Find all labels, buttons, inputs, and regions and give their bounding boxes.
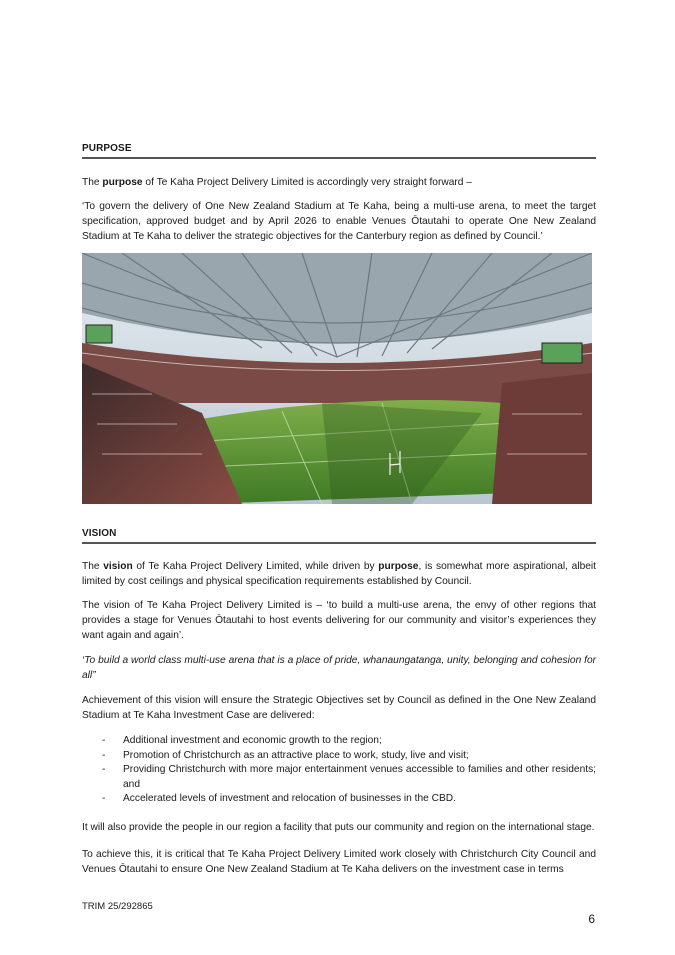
vision-paragraph-1	[82, 559, 596, 589]
list-item	[82, 763, 596, 792]
vision-heading: VISION	[82, 528, 596, 544]
vision-p1-bold-purpose: purpose	[378, 561, 419, 572]
list-item-text: Providing Christchurch with more major entertainment venues accessible to families and other residents; and	[123, 764, 596, 790]
bullet-marker: -	[102, 749, 106, 761]
vision-paragraph-4: Achievement of this vision will ensure the Strategic Objectives set by Council as defined in the One New Zealand Stadium at Te Kaha Investment Case are delivered:	[82, 695, 596, 721]
vision-p1-mid: of Te Kaha Project Delivery Limited, while driven by	[132, 561, 379, 572]
purpose-section	[82, 143, 596, 244]
vision-paragraph-5: It will also provide the people in our region a facility that puts our community and region on the international stage.	[82, 821, 595, 833]
list-item-text: Accelerated levels of investment and relocation of businesses in the CBD.	[123, 793, 456, 805]
purpose-quote: ‘To govern the delivery of One New Zealand Stadium at Te Kaha, being a multi-use arena, to meet the target specification, approved budget and by April 2026 to enable Venues Ōtautahi to operate One New Zealand Stadium at Te Kaha to deliver the strategic objectives for the Canterbury region as defined by Council.’	[82, 201, 596, 242]
purpose-intro-pre: The	[82, 177, 103, 188]
vision-section	[82, 528, 596, 877]
purpose-intro-bold: purpose	[102, 177, 143, 188]
vision-p1-post: , is somewhat more aspirational, albeit limited by cost ceilings and physical specification requirements established by Council.	[82, 561, 597, 587]
bullet-marker: -	[102, 793, 106, 805]
list-item	[82, 734, 596, 749]
purpose-intro	[82, 175, 596, 190]
vision-statement: ‘To build a world class multi-use arena that is a place of pride, whanaungatanga, unity, belonging and cohesion for all”	[82, 655, 596, 681]
purpose-heading: PURPOSE	[82, 143, 596, 159]
bullet-marker: -	[102, 764, 106, 776]
bullet-marker: -	[102, 735, 106, 746]
vision-paragraph-6: To achieve this, it is critical that Te Kaha Project Delivery Limited work closely with Christchurch City Council and Venues Ōtautahi to ensure One New Zealand Stadium at Te Kaha delivers on the investment case in terms	[82, 848, 596, 875]
vision-paragraph-2: The vision of Te Kaha Project Delivery Limited is – ‘to build a multi-use arena, the envy of other regions that provides a stage for Venues Ōtautahi to host events delivering for our community and visitor’s experiences they want again and again’.	[82, 600, 596, 641]
list-item-text: Promotion of Christchurch as an attractive place to work, study, live and visit;	[123, 749, 469, 761]
list-item-text: Additional investment and economic growth to the region;	[123, 735, 382, 746]
trim-reference: TRIM 25/292865	[82, 901, 153, 912]
list-item	[82, 792, 596, 807]
objectives-list	[82, 734, 596, 807]
page-number: 6	[588, 912, 595, 926]
list-item	[82, 749, 596, 764]
purpose-intro-post: of Te Kaha Project Delivery Limited is accordingly very straight forward –	[142, 177, 472, 188]
vision-p1-pre: The	[82, 561, 104, 572]
stadium-render-image	[82, 253, 592, 504]
stadium-render-icon	[82, 253, 592, 504]
vision-p1-bold-vision: vision	[103, 561, 133, 572]
